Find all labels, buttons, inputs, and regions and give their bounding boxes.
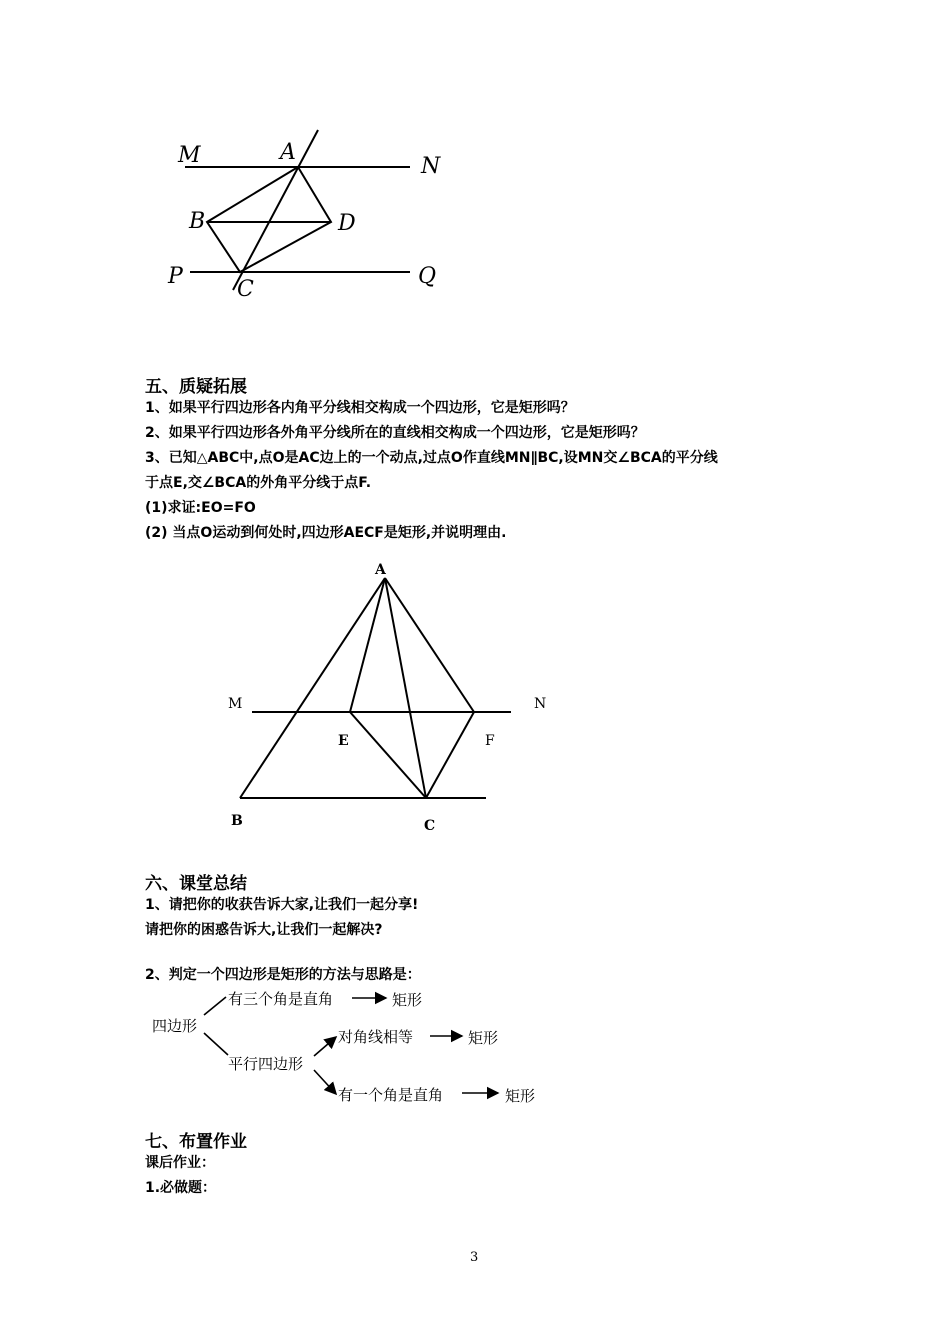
label-M: M	[178, 143, 201, 168]
page-number: 3	[470, 1250, 479, 1265]
tree-branch-1: 有三个角是直角	[228, 990, 334, 1008]
label-M2: M	[228, 696, 243, 712]
section5-heading: 五、质疑拓展	[145, 377, 247, 397]
label-P: P	[168, 264, 183, 289]
tree-root: 四边形	[152, 1017, 198, 1035]
section6-line-2: 请把你的困惑告诉大,让我们一起解决?	[145, 922, 383, 938]
section5-line-2: 2、如果平行四边形各外角平分线所在的直线相交构成一个四边形，它是矩形吗？	[145, 425, 645, 441]
section7-line-1: 课后作业：	[145, 1155, 215, 1171]
section5-line-6: (2) 当点O运动到何处时,四边形AECF是矩形,并说明理由.	[145, 525, 507, 541]
section5-line-5: (1)求证:EO=FO	[145, 500, 256, 516]
tree-mid: 平行四边形	[228, 1055, 304, 1073]
label-A2: A	[375, 562, 386, 578]
label-C: C	[237, 277, 254, 302]
section7-heading: 七、布置作业	[145, 1132, 247, 1152]
tree-branch-3: 有一个角是直角	[338, 1086, 444, 1104]
section6-line-1: 1、请把你的收获告诉大家,让我们一起分享!	[145, 897, 419, 913]
section6-heading: 六、课堂总结	[145, 874, 247, 894]
label-B2: B	[231, 813, 243, 829]
label-N: N	[421, 154, 441, 179]
label-A: A	[280, 140, 296, 165]
section5-line-3: 3、已知△ABC中,点O是AC边上的一个动点,过点O作直线MN∥BC,设MN交∠BCA的平分线	[145, 450, 718, 466]
label-D: D	[338, 211, 356, 236]
label-F: F	[485, 733, 495, 749]
tree-result-3: 矩形	[505, 1087, 536, 1105]
section5-line-4: 于点E,交∠BCA的外角平分线于点F.	[145, 475, 372, 491]
label-B: B	[189, 209, 206, 234]
label-C2: C	[424, 818, 436, 834]
section7-line-2: 1.必做题：	[145, 1180, 217, 1196]
section5-line-1: 1、如果平行四边形各内角平分线相交构成一个四边形，它是矩形吗？	[145, 400, 575, 416]
section6-line-3: 2、判定一个四边形是矩形的方法与思路是：	[145, 967, 421, 983]
tree-result-1: 矩形	[392, 991, 423, 1009]
label-Q: Q	[418, 264, 437, 289]
tree-branch-2: 对角线相等	[338, 1028, 414, 1046]
label-N2: N	[534, 696, 547, 712]
label-E: E	[338, 733, 349, 749]
tree-result-2: 矩形	[468, 1029, 499, 1047]
